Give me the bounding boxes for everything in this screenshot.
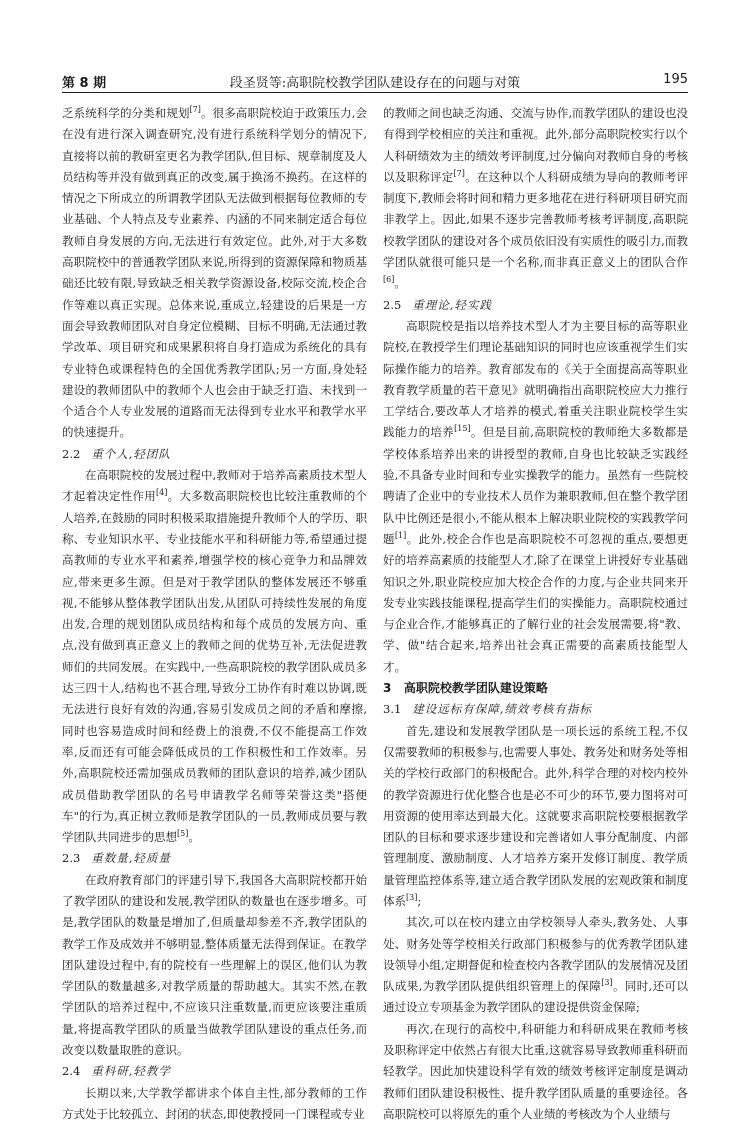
subsection-number: 2.3 xyxy=(62,851,81,866)
body-paragraph: 长期以来,大学教学都讲求个体自主性,部分教师的工作方式处于比较孤立、封闭的状态,即使教授同一门课程或专业 xyxy=(62,1085,367,1121)
body-paragraph: 首先,建设和发展教学团队是一项长远的系统工程,不仅仅需要教师的积极参与,也需要人事处、教务处和财务处等相关的学校行政部门的积极配合。此外,科学合理的对校内校外的教学资源进行优化整合也是必不可少的环节,要力图将对可用资源的使用率达到最大化。这就要求高职院校要根据教学团队的目标和要求逐步建设和完善诸如人事分配制度、内部管理制度、激励制度、人才培养方案开发修订制度、教学质量管理监控体系等,建立适合教学团队发展的宏观政策和制度体系[3]; xyxy=(383,723,688,908)
subsection-number: 2.5 xyxy=(383,297,402,312)
section-heading-3 xyxy=(383,678,688,699)
citation-marker: [4] xyxy=(155,488,168,498)
subsection-title: 重数量,轻质量 xyxy=(91,851,171,866)
citation-marker: [3] xyxy=(601,978,613,988)
left-column xyxy=(62,103,367,1125)
subsection-number: 3.1 xyxy=(383,702,402,717)
subsection-title: 重理论,轻实践 xyxy=(412,297,492,312)
issue-number: 第 8 期 xyxy=(62,76,107,91)
body-paragraph: 的教师之间也缺乏沟通、交流与协作,而教学团队的建设也没有得到学校相应的关注和重视。此外,部分高职院校实行以个人科研绩效为主的绩效考评制度,过分偏向对教师自身的考核以及职称评定[7]。在这种以个人科研成绩为导向的教师考评制度下,教师会将时间和精力更多地花在进行科研项目研究而非教学上。因此,如果不逐步完善教师考核考评制度,高职院校教学团队的建设对各个成员依旧没有实质性的吸引力,而教学团队就很可能只是一个名称,而非真正意义上的团队合作[6]。 xyxy=(383,106,689,291)
right-column xyxy=(383,103,688,1125)
subsection-number: 2.2 xyxy=(62,446,81,461)
body-paragraph: 在高职院校的发展过程中,教师对于培养高素质技术型人才起着决定性作用[4]。大多数高职院校也比较注重教师的个人培养,在鼓励的同时积极采取措施提升教师个人的学历、职称、专业知识水平、专业技能水平和科研能力等,希望通过提高教师的专业水平和素养,增强学校的核心竞争力和品牌效应,带来更多生源。但是对于教学团队的整体发展还不够重视,不能够从整体教学团队出发,从团队可持续性发展的角度出发,合理的规划团队成员结构和每个成员的发展方向、重点,没有做到真正意义上的教师之间的优势互补,无法促进教师们的共同发展。在实践中,一些高职院校的教学团队成员多达三四十人,结构也不甚合理,导致分工协作有时难以协调,既无法进行良好有效的沟通,容易引发成员之间的矛盾和摩擦,同时也容易造成时间和经费上的浪费,不仅不能提高工作效率,反而还有可能会降低成员的工作积极性和工作效率。另外,高职院校还需加强成员教师的团队意识的培养,减少团队成员借助教学团队的名号申请教学名师等荣誉这类"搭便车"的行为,真正树立教师是教学团队的一员,教师成员要与教学团队共同进步的思想[5]。 xyxy=(62,468,368,845)
body-paragraph: 乏系统科学的分类和规划[7]。很多高职院校迫于政策压力,会在没有进行深入调查研究,没有进行系统科学划分的情况下,直接将以前的教研室更名为教学团队,但目标、规章制度及人员结构等并没有做到真正的改变,属于换汤不换药。在这样的情况之下所成立的所谓教学团队无法做到根据每位教师的专业基础、个人特点及专业素养、内涵的不同来制定适合每位教师自身发展的方向,无法进行有效定位。此外,对于大多数高职院校中的普通教学团队来说,所得到的资源保障和物质基础还比较有限,导致缺乏相关教学资源设备,校际交流,校企合作等难以真正实现。总体来说,重成立,轻建设的后果是一方面会导致教师团队对自身定位模糊、目标不明确,无法通过教学改革、项目研究和成果累积将自身打造成为系统化的具有专业特色或课程特色的全国优秀教学团队;另一方面,身处轻建设的教师团队中的教师个人也会由于缺乏打造、未找到一个适合个人专业发展的道路而无法得到专业水平和教学水平的快速提升。 xyxy=(62,105,368,440)
running-title: 段圣贤等:高职院校教学团队建设存在的问题与对策 xyxy=(229,76,521,91)
subsection-heading-2-3 xyxy=(62,848,367,869)
subsection-heading-3-1 xyxy=(383,699,688,720)
body-paragraph: 再次,在现行的高校中,科研能力和科研成果在教师考核及职称评定中依然占有很大比重,这就容易导致教师重科研而轻教学。因此加快建设科学有效的绩效考核评定制度是调动教师们团队建设积极性、提升教学团队质量的重要途径。各高职院校可以将原先的重个人业绩的考核改为个人业绩与 xyxy=(383,1021,688,1121)
page-number: 195 xyxy=(663,72,688,87)
subsection-title: 建设远标有保障,绩效考核有指标 xyxy=(412,702,592,717)
body-paragraph: 高职院校是指以培养技术型人才为主要目标的高等职业院校,在教授学生们理论基础知识的同时也应该重视学生们实际操作能力的培养。教育部发布的《关于全面提高高等职业教育教学质量的若干意见》就明确指出高职院校应大力推行工学结合,要改革人才培养的模式,着重关注职业院校学生实践能力的培养[15]。但是目前,高职院校的教师绝大多数都是学校体系培养出来的讲授型的教师,自身也比较缺乏实践经验,不具备专业时间和专业实操教学的能力。虽然有一些院校聘请了企业中的专业技术人员作为兼职教师,但在整个教学团队中比例还是很小,不能从根本上解决职业院校的实践教学问题[1]。此外,校企合作也是高职院校不可忽视的重点,要想更好的培养高素质的技能型人才,除了在课堂上讲授好专业基础知识之外,职业院校应加大校企合作的力度,与企业共同来开发专业实践技能课程,提高学生们的实操能力。高职院校通过与企业合作,才能够真正的了解行业的社会发展需要,将"教、学、做"结合起来,培养出社会真正需要的高素质技能型人才。 xyxy=(383,318,689,674)
citation-marker: [7] xyxy=(453,169,465,179)
section-number: 3 xyxy=(383,681,392,696)
subsection-heading-2-2 xyxy=(62,444,367,465)
citation-marker: [5] xyxy=(177,829,189,839)
subsection-title: 重个人,轻团队 xyxy=(91,446,171,461)
citation-marker: [7] xyxy=(189,105,201,115)
citation-marker: [15] xyxy=(454,424,471,434)
subsection-heading-2-5 xyxy=(383,295,688,316)
subsection-number: 2.4 xyxy=(62,1064,81,1079)
citation-marker: [3] xyxy=(406,893,418,903)
body-paragraph: 其次,可以在校内建立由学校领导人牵头,教务处、人事处、财务处等学校相关行政部门积极参与的优秀教学团队建设领导小组,定期督促和检查校内各教学团队的发展情况及团队成果,为教学团队提供组织管理上的保障[3]。同时,还可以通过设立专项基金为教学团队的建设提供资金保障; xyxy=(383,915,689,1015)
running-header xyxy=(62,70,688,93)
citation-marker: [1] xyxy=(394,531,407,541)
subsection-heading-2-4 xyxy=(62,1061,367,1082)
section-title: 高职院校教学团队建设策略 xyxy=(403,681,548,696)
body-paragraph: 在政府教育部门的评建引导下,我国各大高职院校都开始了教学团队的建设和发展,教学团队的数量也在逐步增多。可是,教学团队的数量是增加了,但质量却参差不齐,教学团队的教学工作及成效并不够明显,整体质量无法得到保证。在教学团队建设过程中,有的院校有一些理解上的误区,他们认为教学团队的数量越多,对教学质量的帮助越大。其实不然,在教学团队的培养过程中,不应该只注重数量,而更应该要注重质量,将提高教学团队的质量当做教学团队建设的重点任务,而改变以数量取胜的意识。 xyxy=(62,872,367,1058)
citation-marker: [6] xyxy=(383,275,395,285)
subsection-title: 重科研,轻教学 xyxy=(91,1064,171,1079)
